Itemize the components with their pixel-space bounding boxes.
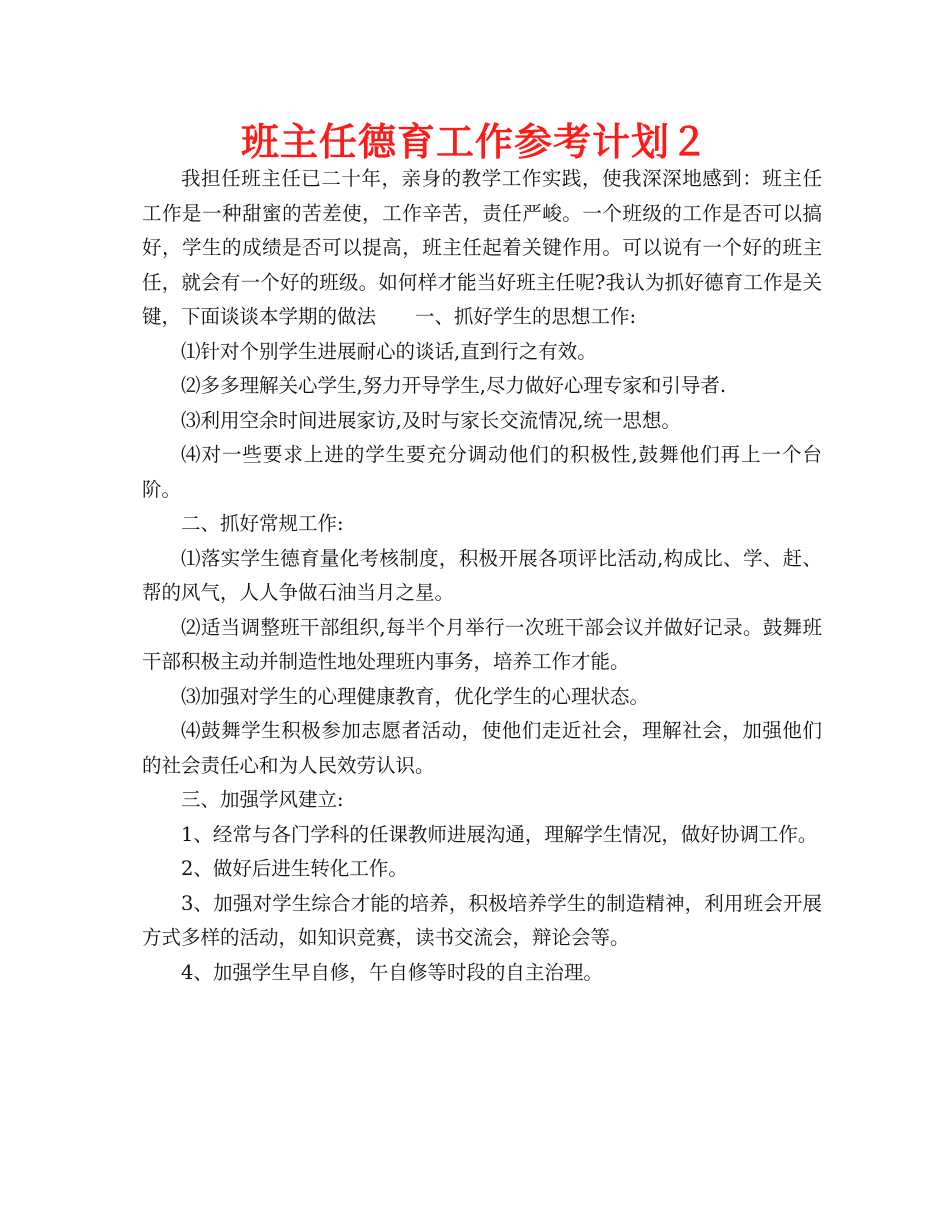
page-title: 班主任德育工作参考计划２ <box>240 120 709 164</box>
paragraph-intro: 我担任班主任已二十年，亲身的教学工作实践，使我深深地感到：班主任工作是一种甜蜜的苦差使，工作辛苦，责任严峻。一个班级的工作是否可以搞好，学生的成绩是否可以提高，班主任起着关键作用。可以说有一个好的班主任，就会有一个好的班级。如何样才能当好班主任呢?我认为抓好德育工作是关键，下面谈谈本学期的做法 一、抓好学生的思想工作: <box>142 167 822 328</box>
paragraph-item: 2、做好后进生转化工作。 <box>181 857 408 880</box>
section-heading: 二、抓好常规工作: <box>181 512 344 535</box>
paragraph-item: ⑶加强对学生的心理健康教育，优化学生的心理状态。 <box>181 684 650 708</box>
paragraph-item: ⑵适当调整班干部组织,每半个月举行一次班干部会议并做好记录。鼓舞班干部积极主动并制造性地处理班内事务，培养工作才能。 <box>142 615 822 673</box>
document-body <box>142 162 822 990</box>
paragraph-item: ⑴针对个别学生进展耐心的谈话,直到行之有效。 <box>181 339 597 363</box>
section-heading: 三、加强学风建立: <box>181 788 344 811</box>
paragraph-item: ⑷对一些要求上进的学生要充分调动他们的积极性,鼓舞他们再上一个台阶。 <box>142 443 822 501</box>
paragraph-item: ⑶利用空余时间进展家访,及时与家长交流情况,统一思想。 <box>181 408 681 432</box>
paragraph-item: ⑵多多理解关心学生,努力开导学生,尽力做好心理专家和引导者. <box>181 374 727 397</box>
paragraph-item: 3、加强对学生综合才能的培养，积极培养学生的制造精神，利用班会开展方式多样的活动，如知识竞赛，读书交流会，辩论会等。 <box>142 891 822 949</box>
paragraph-item: ⑷鼓舞学生积极参加志愿者活动，使他们走近社会，理解社会，加强他们的社会责任心和为人民效劳认识。 <box>142 719 822 777</box>
paragraph-item: 1、经常与各门学科的任课教师进展沟通，理解学生情况，做好协调工作。 <box>181 822 818 846</box>
paragraph-item: ⑴落实学生德育量化考核制度，积极开展各项评比活动,构成比、学、赶、帮的风气，人人争做石油当月之星。 <box>142 546 822 604</box>
paragraph-item: 4、加强学生早自修，午自修等时段的自主治理。 <box>181 960 603 984</box>
